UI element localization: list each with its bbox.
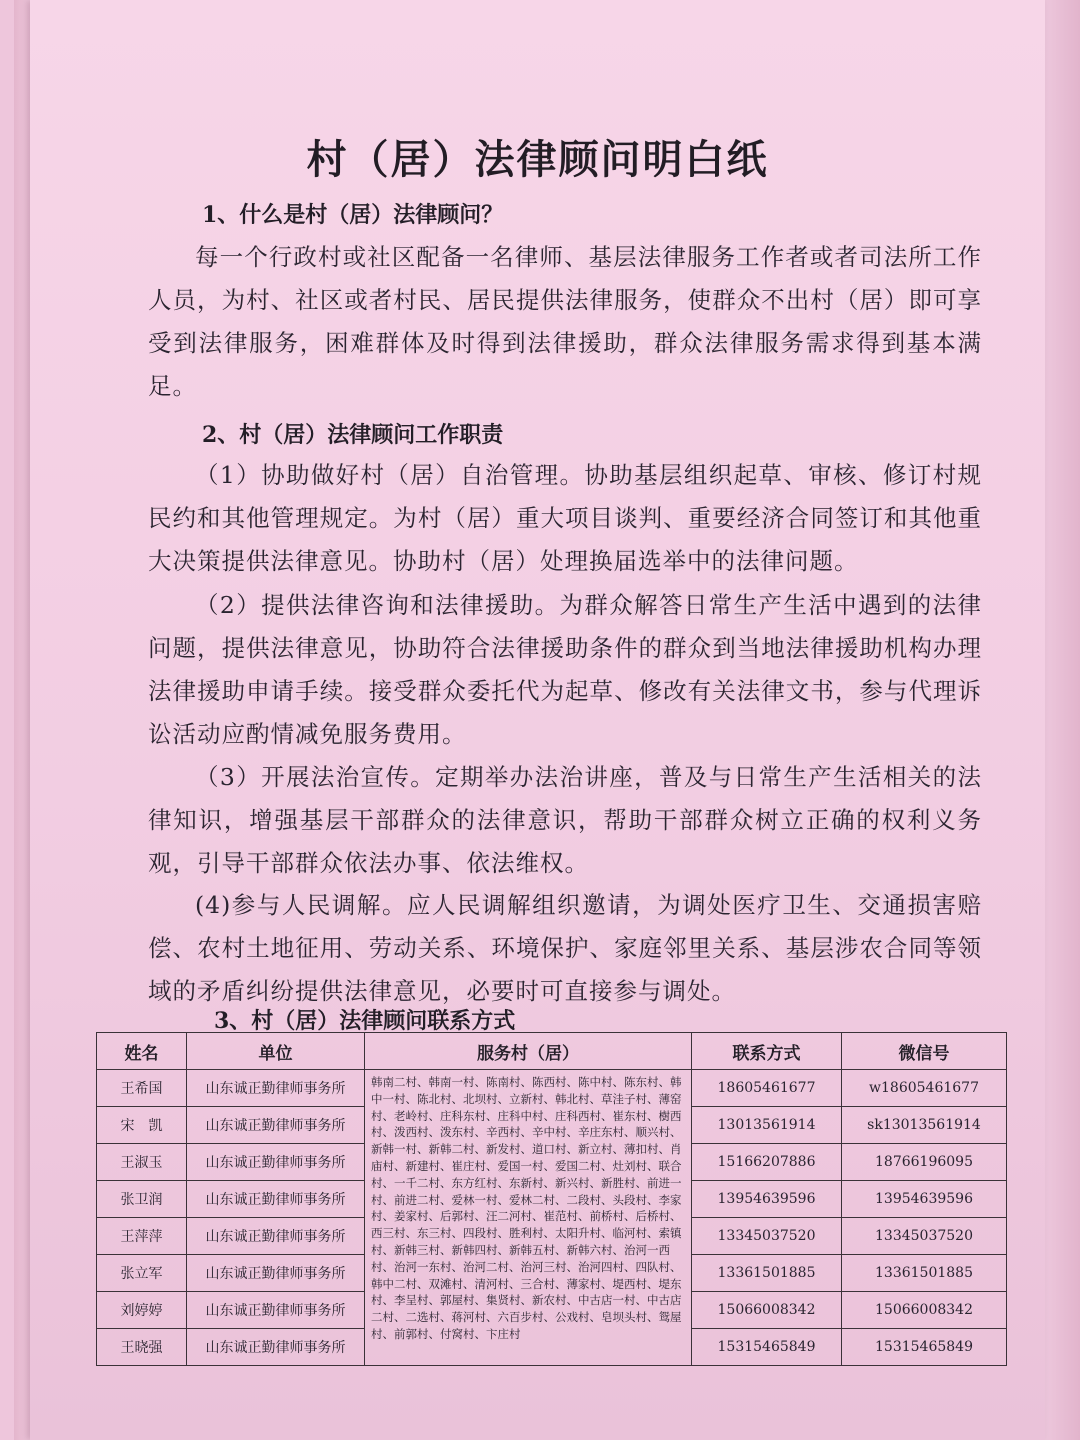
cell-name: 王萍萍 [97, 1218, 187, 1255]
cell-unit: 山东诚正勤律师事务所 [187, 1292, 365, 1329]
cell-unit: 山东诚正勤律师事务所 [187, 1070, 365, 1107]
header-phone: 联系方式 [692, 1033, 842, 1070]
cell-phone: 13361501885 [692, 1255, 842, 1292]
cell-phone: 18605461677 [692, 1070, 842, 1107]
cell-name: 张卫润 [97, 1181, 187, 1218]
cell-wechat: 18766196095 [842, 1144, 1007, 1181]
cell-phone: 15166207886 [692, 1144, 842, 1181]
cell-name: 张立军 [97, 1255, 187, 1292]
cell-phone: 13345037520 [692, 1218, 842, 1255]
cell-unit: 山东诚正勤律师事务所 [187, 1181, 365, 1218]
cell-name: 刘婷婷 [97, 1292, 187, 1329]
cell-unit: 山东诚正勤律师事务所 [187, 1107, 365, 1144]
cell-wechat: 13361501885 [842, 1255, 1007, 1292]
cell-name: 王希国 [97, 1070, 187, 1107]
duty-paragraph-3: （3）开展法治宣传。定期举办法治讲座，普及与日常生产生活相关的法律知识，增强基层干部群众的法律意识，帮助干部群众树立正确的权利义务观，引导干部群众依法办事、依法维权。 [148, 763, 982, 877]
cell-unit: 山东诚正勤律师事务所 [187, 1329, 365, 1366]
duty-paragraph-1: （1）协助做好村（居）自治管理。协助基层组织起草、审核、修订村规民约和其他管理规定。为村（居）重大项目谈判、重要经济合同签订和其他重大决策提供法律意见。协助村（居）处理换届选举中的法律问题。 [148, 461, 982, 575]
section-heading-2: 2、村（居）法律顾问工作职责 [202, 422, 504, 448]
header-name: 姓名 [97, 1033, 187, 1070]
header-villages: 服务村（居） [365, 1033, 692, 1070]
cell-phone: 13954639596 [692, 1181, 842, 1218]
duty-paragraph-2: （2）提供法律咨询和法律援助。为群众解答日常生产生活中遇到的法律问题，提供法律意见，协助符合法律援助条件的群众到当地法律援助机构办理法律援助申请手续。接受群众委托代为起草、修改有关法律文书，参与代理诉讼活动应酌情减免服务费用。 [148, 591, 982, 748]
cell-phone: 15066008342 [692, 1292, 842, 1329]
document-title: 村（居）法律顾问明白纸 [306, 136, 769, 183]
table-header-row [97, 1033, 1007, 1070]
document-page [30, 0, 1045, 1440]
contacts-table [96, 1032, 1007, 1366]
cell-phone: 13013561914 [692, 1107, 842, 1144]
cell-name: 王晓强 [97, 1329, 187, 1366]
cell-unit: 山东诚正勤律师事务所 [187, 1144, 365, 1181]
cell-unit: 山东诚正勤律师事务所 [187, 1218, 365, 1255]
cell-phone: 15315465849 [692, 1329, 842, 1366]
cell-service-villages: 韩南二村、韩南一村、陈南村、陈西村、陈中村、陈东村、韩中一村、陈北村、北坝村、立新村、韩北村、草洼子村、薄窑村、老岭村、庄科东村、庄科中村、庄科西村、崔东村、樹西村、泼西村、泼东村、辛西村、辛中村、辛庄东村、顺兴村、新韩一村、新韩二村、新发村、道口村、新立村、薄扣村、肖庙村、新建村、崔庄村、爱国一村、爱国二村、灶刘村、联合村、一千二村、东方红村、东新村、新兴村、新胜村、前进一村、前进二村、爱林一村、爱林二村、二段村、头段村、李家村、姜家村、后郭村、汪二河村、崔范村、前桥村、后桥村、西三村、东三村、四段村、胜利村、太阳升村、临河村、索镇村、新韩三村、新韩四村、新韩五村、新韩六村、治河一西村、治河一东村、治河二村、治河三村、治河四村、四队村、韩中二村、双滩村、清河村、三合村、薄家村、堤西村、堤东村、李呈村、郭屋村、集贤村、新农村、中古店一村、中古店二村、二选村、蒋河村、六百步村、公戏村、皂坝头村、鸳屋村、前郭村、付窝村、卞庄村 [365, 1070, 692, 1366]
duty-paragraph-4: (4)参与人民调解。应人民调解组织邀请，为调处医疗卫生、交通损害赔偿、农村土地征用、劳动关系、环境保护、家庭邻里关系、基层涉农合同等领域的矛盾纠纷提供法律意见，必要时可直接参与调处。 [148, 891, 982, 1005]
cell-wechat: 13345037520 [842, 1218, 1007, 1255]
cell-wechat: 15066008342 [842, 1292, 1007, 1329]
cell-wechat: sk13013561914 [842, 1107, 1007, 1144]
cell-unit: 山东诚正勤律师事务所 [187, 1255, 365, 1292]
cell-name: 王淑玉 [97, 1144, 187, 1181]
section-heading-3: 3、村（居）法律顾问联系方式 [214, 1008, 516, 1034]
cell-name: 宋 凯 [97, 1107, 187, 1144]
table-row [97, 1070, 1007, 1107]
section-1-paragraph: 每一个行政村或社区配备一名律师、基层法律服务工作者或者司法所工作人员，为村、社区或者村民、居民提供法律服务，使群众不出村（居）即可享受到法律服务，困难群体及时得到法律援助，群众法律服务需求得到基本满足。 [148, 243, 982, 400]
section-heading-1: 1、什么是村（居）法律顾问？ [202, 202, 504, 228]
cell-wechat: 13954639596 [842, 1181, 1007, 1218]
header-wechat: 微信号 [842, 1033, 1007, 1070]
cell-wechat: 15315465849 [842, 1329, 1007, 1366]
cell-wechat: w18605461677 [842, 1070, 1007, 1107]
header-unit: 单位 [187, 1033, 365, 1070]
